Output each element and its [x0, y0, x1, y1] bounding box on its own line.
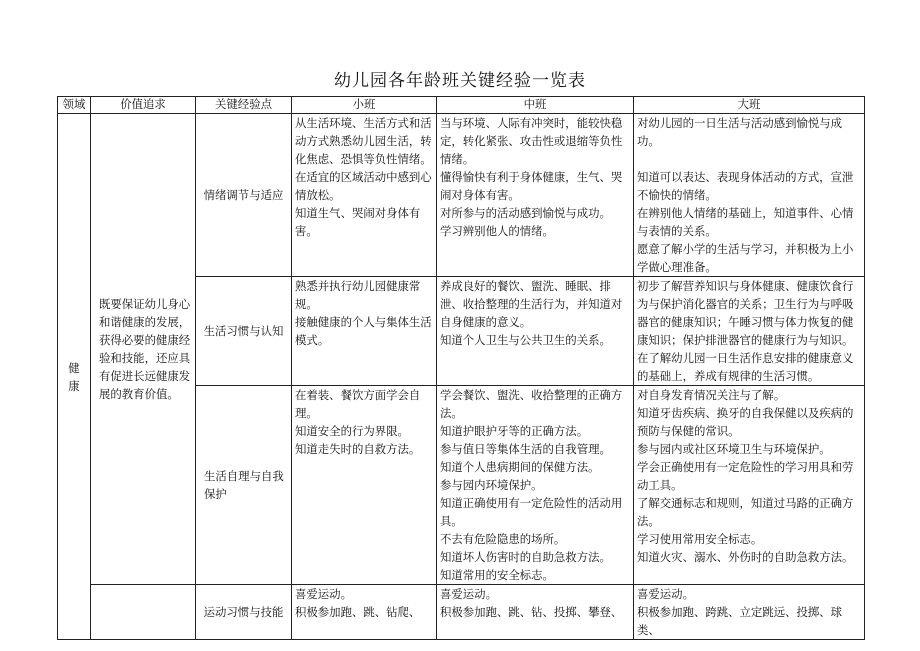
list-item: 知道走失时的自救方法。 [295, 442, 421, 456]
list-item: 知道护眼护牙等的正确方法。 [440, 424, 589, 438]
large-class-emotion [634, 114, 865, 277]
list-item: 参与值日等集体生活的自我管理。 [440, 442, 611, 456]
list-item: 知道火灾、溺水、外伤时的自助急救方法。 [637, 550, 854, 564]
small-class-exercise [292, 585, 437, 640]
key-experience-habits: 生活习惯与认知 [196, 277, 292, 386]
list-item: 接触健康的个人与集体生活模式。 [295, 315, 432, 347]
list-item: 学会正确使用有一定危险性的学习用具和劳动工具。 [637, 460, 854, 492]
list-item: 知道坏人伤害时的自助急救方法。 [440, 550, 611, 564]
key-experience-table [57, 96, 865, 640]
list-item: 知道可以表达、表现身体活动的方式，宣泄不愉快的情绪。 [637, 170, 854, 202]
list-item: 了解交通标志和规则，知道过马路的正确方法。 [637, 496, 854, 528]
large-class-exercise [634, 585, 865, 640]
domain-name: 健康 [68, 360, 80, 393]
list-item: 不去有危险隐患的场所。 [440, 532, 566, 546]
list-item: 懂得愉快有利于身体健康，生气、哭闹对身体有害。 [440, 170, 623, 202]
value-pursuit-text: 既要保证幼儿身心和谐健康的发展，获得必要的健康经验和技能，还应具有促进长远健康发展的教育价值。 [99, 297, 191, 401]
key-experience-self-care: 生活自理与自我保护 [196, 386, 292, 585]
header-key-experience: 关键经验点 [196, 97, 292, 114]
header-domain: 领域 [58, 97, 91, 114]
key-experience-emotion: 情绪调节与适应 [196, 114, 292, 277]
middle-class-self-care [437, 386, 634, 585]
list-item: 喜爱运动。 [440, 587, 497, 601]
list-item: 学会餐饮、盥洗、收拾整理的正确方法。 [440, 388, 623, 420]
list-item [637, 150, 861, 168]
list-item: 知道常用的安全标志。 [440, 568, 554, 582]
small-class-emotion [292, 114, 437, 277]
list-item: 在着装、餐饮方面学会自理。 [295, 388, 421, 420]
list-item: 知道安全的行为界限。 [295, 424, 409, 438]
table-row [58, 114, 865, 277]
list-item: 对自身发育情况关注与了解。 [637, 388, 786, 402]
list-item: 当与环境、人际有冲突时，能较快稳定，转化紧张、攻击性或退缩等负性情绪。 [440, 116, 623, 166]
list-item: 参与园内环境保护。 [440, 478, 543, 492]
list-item: 初步了解营养知识与身体健康、健康饮食行为与保护消化器官的关系；卫生行为与呼吸器官的健康知识；午睡习惯与体力恢复的健康知识；保护排泄器官的健康行为与知识。 [637, 279, 854, 347]
header-small-class: 小班 [292, 97, 437, 114]
domain-cell [58, 114, 91, 640]
list-item: 积极参加跑、跨跳、立定跳远、投掷、球类、 [637, 605, 843, 637]
middle-class-emotion [437, 114, 634, 277]
list-item: 愿意了解小学的生活与学习，并积极为上小学做心理准备。 [637, 242, 854, 274]
large-class-self-care [634, 386, 865, 585]
key-experience-exercise: 运动习惯与技能 [196, 585, 292, 640]
list-item: 积极参加跑、跳、钻、投掷、攀登、 [440, 605, 623, 619]
list-item: 知道个人卫生与公共卫生的关系。 [440, 333, 611, 347]
header-large-class: 大班 [634, 97, 865, 114]
middle-class-exercise [437, 585, 634, 640]
list-item: 喜爱运动。 [637, 587, 694, 601]
table-header-row [58, 97, 865, 114]
list-item: 知道生气、哭闹对身体有害。 [295, 206, 421, 238]
list-item: 在了解幼儿园一日生活作息安排的健康意义的基础上，养成有规律的生活习惯。 [637, 351, 854, 383]
list-item: 喜爱运动。 [295, 587, 352, 601]
list-item: 学习使用常用安全标志。 [637, 532, 763, 546]
middle-class-habits [437, 277, 634, 386]
list-item: 从生活环境、生活方式和活动方式熟悉幼儿园生活，转化焦虑、恐惧等负性情绪。在适宜的区域活动中感到心情放松。 [295, 116, 432, 202]
list-item: 对幼儿园的一日生活与活动感到愉悦与成功。 [637, 116, 843, 148]
list-item: 学习辨别他人的情绪。 [440, 224, 554, 238]
list-item: 积极参加跑、跳、钻爬、 [295, 605, 421, 619]
list-item: 参与园内或社区环境卫生与环境保护。 [637, 442, 831, 456]
list-item: 知道正确使用有一定危险性的活动用具。 [440, 496, 623, 528]
list-item: 在辨别他人情绪的基础上，知道事件、心情与表情的关系。 [637, 206, 854, 238]
small-class-habits [292, 277, 437, 386]
small-class-self-care [292, 386, 437, 585]
value-pursuit-empty [91, 585, 196, 640]
list-item: 知道个人患病期间的保健方法。 [440, 460, 600, 474]
header-value: 价值追求 [91, 97, 196, 114]
value-pursuit-cell [91, 114, 196, 585]
large-class-habits [634, 277, 865, 386]
list-item: 对所参与的活动感到愉悦与成功。 [440, 206, 611, 220]
header-middle-class: 中班 [437, 97, 634, 114]
table-row [58, 585, 865, 640]
list-item: 熟悉并执行幼儿园健康常规。 [295, 279, 421, 311]
page-title: 幼儿园各年龄班关键经验一览表 [334, 71, 586, 91]
list-item: 知道牙齿疾病、换牙的自我保健以及疾病的预防与保健的常识。 [637, 406, 854, 438]
list-item: 养成良好的餐饮、盥洗、睡眠、排泄、收拾整理的生活行为，并知道对自身健康的意义。 [440, 279, 623, 329]
